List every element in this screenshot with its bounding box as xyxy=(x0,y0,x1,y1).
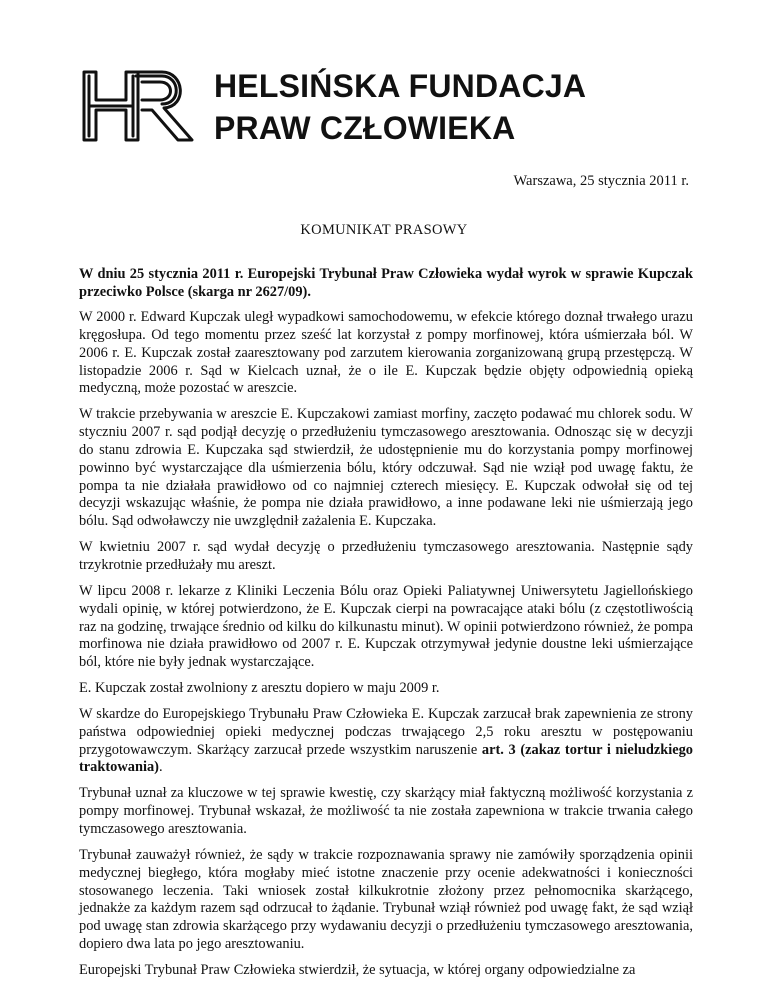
body-paragraph: W trakcie przebywania w areszcie E. Kupczakowi zamiast morfiny, zaczęto podawać mu chlorek sodu. W styczniu 2007 r. sąd podjął decyzję o przedłużeniu tymczasowego aresztowania. Odnosząc się w decyzji do stanu zdrowia E. Kupczaka sąd stwierdził, że udostępnienie mu do korzystania pompy morfinowej powinno być wystarczające dla uśmierzenia bólu, który odczuwał. Sąd nie wziął pod uwagę faktu, że pompa ta nie działała prawidłowo od co najmniej czterech miesięcy. E. Kupczak odwołał się od tej decyzji wskazując właśnie, że pompa nie działa prawidłowo, a inne podawane leki nie uśmierzają jego bólu. Sąd odwoławczy nie uwzględnił zażalenia E. Kupczaka. xyxy=(79,406,693,530)
body-paragraph-art3 xyxy=(79,706,693,777)
body-paragraph: Trybunał zauważył również, że sądy w trakcie rozpoznawania sprawy nie zamówiły sporządzenia opinii medycznej biegłego, która mogłaby mieć istotne znaczenie przy ocenie adekwatności i konieczności stosowanego leczenia. Taki wniosek został kilkukrotnie złożony przez pełnomocnika skarżącego, jednakże za każdym razem sąd odrzucał to żądanie. Trybunał wziął również pod uwagę fakt, że sąd wziął pod uwagę stan zdrowia skarżącego przy wydawaniu decyzji o przedłużeniu tymczasowego aresztowania, dopiero dwa lata po jego aresztowaniu. xyxy=(79,847,693,952)
body-paragraph: Trybunał uznał za kluczowe w tej sprawie kwestię, czy skarżący miał faktyczną możliwość korzystania z pompy morfinowej. Trybunał wskazał, że możliwość ta nie została zapewniona w trakcie trwania całego tymczasowego aresztowania. xyxy=(79,785,693,838)
body-paragraph: Europejski Trybunał Praw Człowieka stwierdził, że sytuacja, w której organy odpowiedzialne za xyxy=(79,961,636,978)
organization-name-line1: HELSIŃSKA FUNDACJA xyxy=(214,68,587,104)
hr-monogram-logo-icon xyxy=(80,66,198,146)
body-paragraph: W kwietniu 2007 r. sąd wydał decyzję o przedłużeniu tymczasowego aresztowania. Następnie sądy trzykrotnie przedłużały mu areszt. xyxy=(79,539,693,573)
body-paragraph: W lipcu 2008 r. lekarze z Kliniki Leczenia Bólu oraz Opieki Paliatywnej Uniwersytetu Jagiellońskiego wydali opinię, w której potwierdzono, że E. Kupczak cierpi na powracające ataki bólu (z częstotliwością raz na godzinę, trwające średnio od kilku do kilkunastu minut). W opinii potwierdzono również, że pompa morfinowa nie działa prawidłowo od 2007 r. E. Kupczak otrzymywał jedynie doustne leki uśmierzające ból, które nie były jednak wystarczające. xyxy=(79,582,693,671)
bold-article-reference: art. 3 (zakaz tortur i nieludzkiego traktowania) xyxy=(79,741,693,776)
paragraph-text-end: . xyxy=(158,759,163,776)
lead-paragraph: W dniu 25 stycznia 2011 r. Europejski Trybunał Praw Człowieka wydał wyrok w sprawie Kupczak przeciwko Polsce (skarga nr 2627/09). xyxy=(79,266,693,300)
organization-logo xyxy=(80,62,700,152)
document-body xyxy=(79,266,693,988)
document-date: Warszawa, 25 stycznia 2011 r. xyxy=(513,173,689,189)
body-paragraph: E. Kupczak został zwolniony z aresztu dopiero w maju 2009 r. xyxy=(79,680,440,697)
paragraph-text: W skardze do Europejskiego Trybunału Praw Człowieka E. Kupczak zarzucał brak zapewnienia ze strony państwa odpowiedniej opieki medycznej podczas trwającego 2,5 roku aresztu w postępowaniu przygotowawczym. Skarżący zarzucał przede wszystkim naruszenie xyxy=(79,706,693,758)
organization-name-line2: PRAW CZŁOWIEKA xyxy=(214,110,516,146)
body-paragraph: W 2000 r. Edward Kupczak uległ wypadkowi samochodowemu, w efekcie którego doznał trwałego urazu kręgosłupa. Od tego momentu przez sześć lat korzystał z pompy morfinowej, która uśmierzała ból. W 2006 r. E. Kupczak został zaaresztowany pod zarzutem kierowania zorganizowaną grupą przestępczą. W listopadzie 2006 r. Sąd w Kielcach uznał, że o ile E. Kupczak będzie objęty odpowiednią opieką medyczną, może pozostać w areszcie. xyxy=(79,309,693,397)
document-title: KOMUNIKAT PRASOWY xyxy=(300,222,468,238)
